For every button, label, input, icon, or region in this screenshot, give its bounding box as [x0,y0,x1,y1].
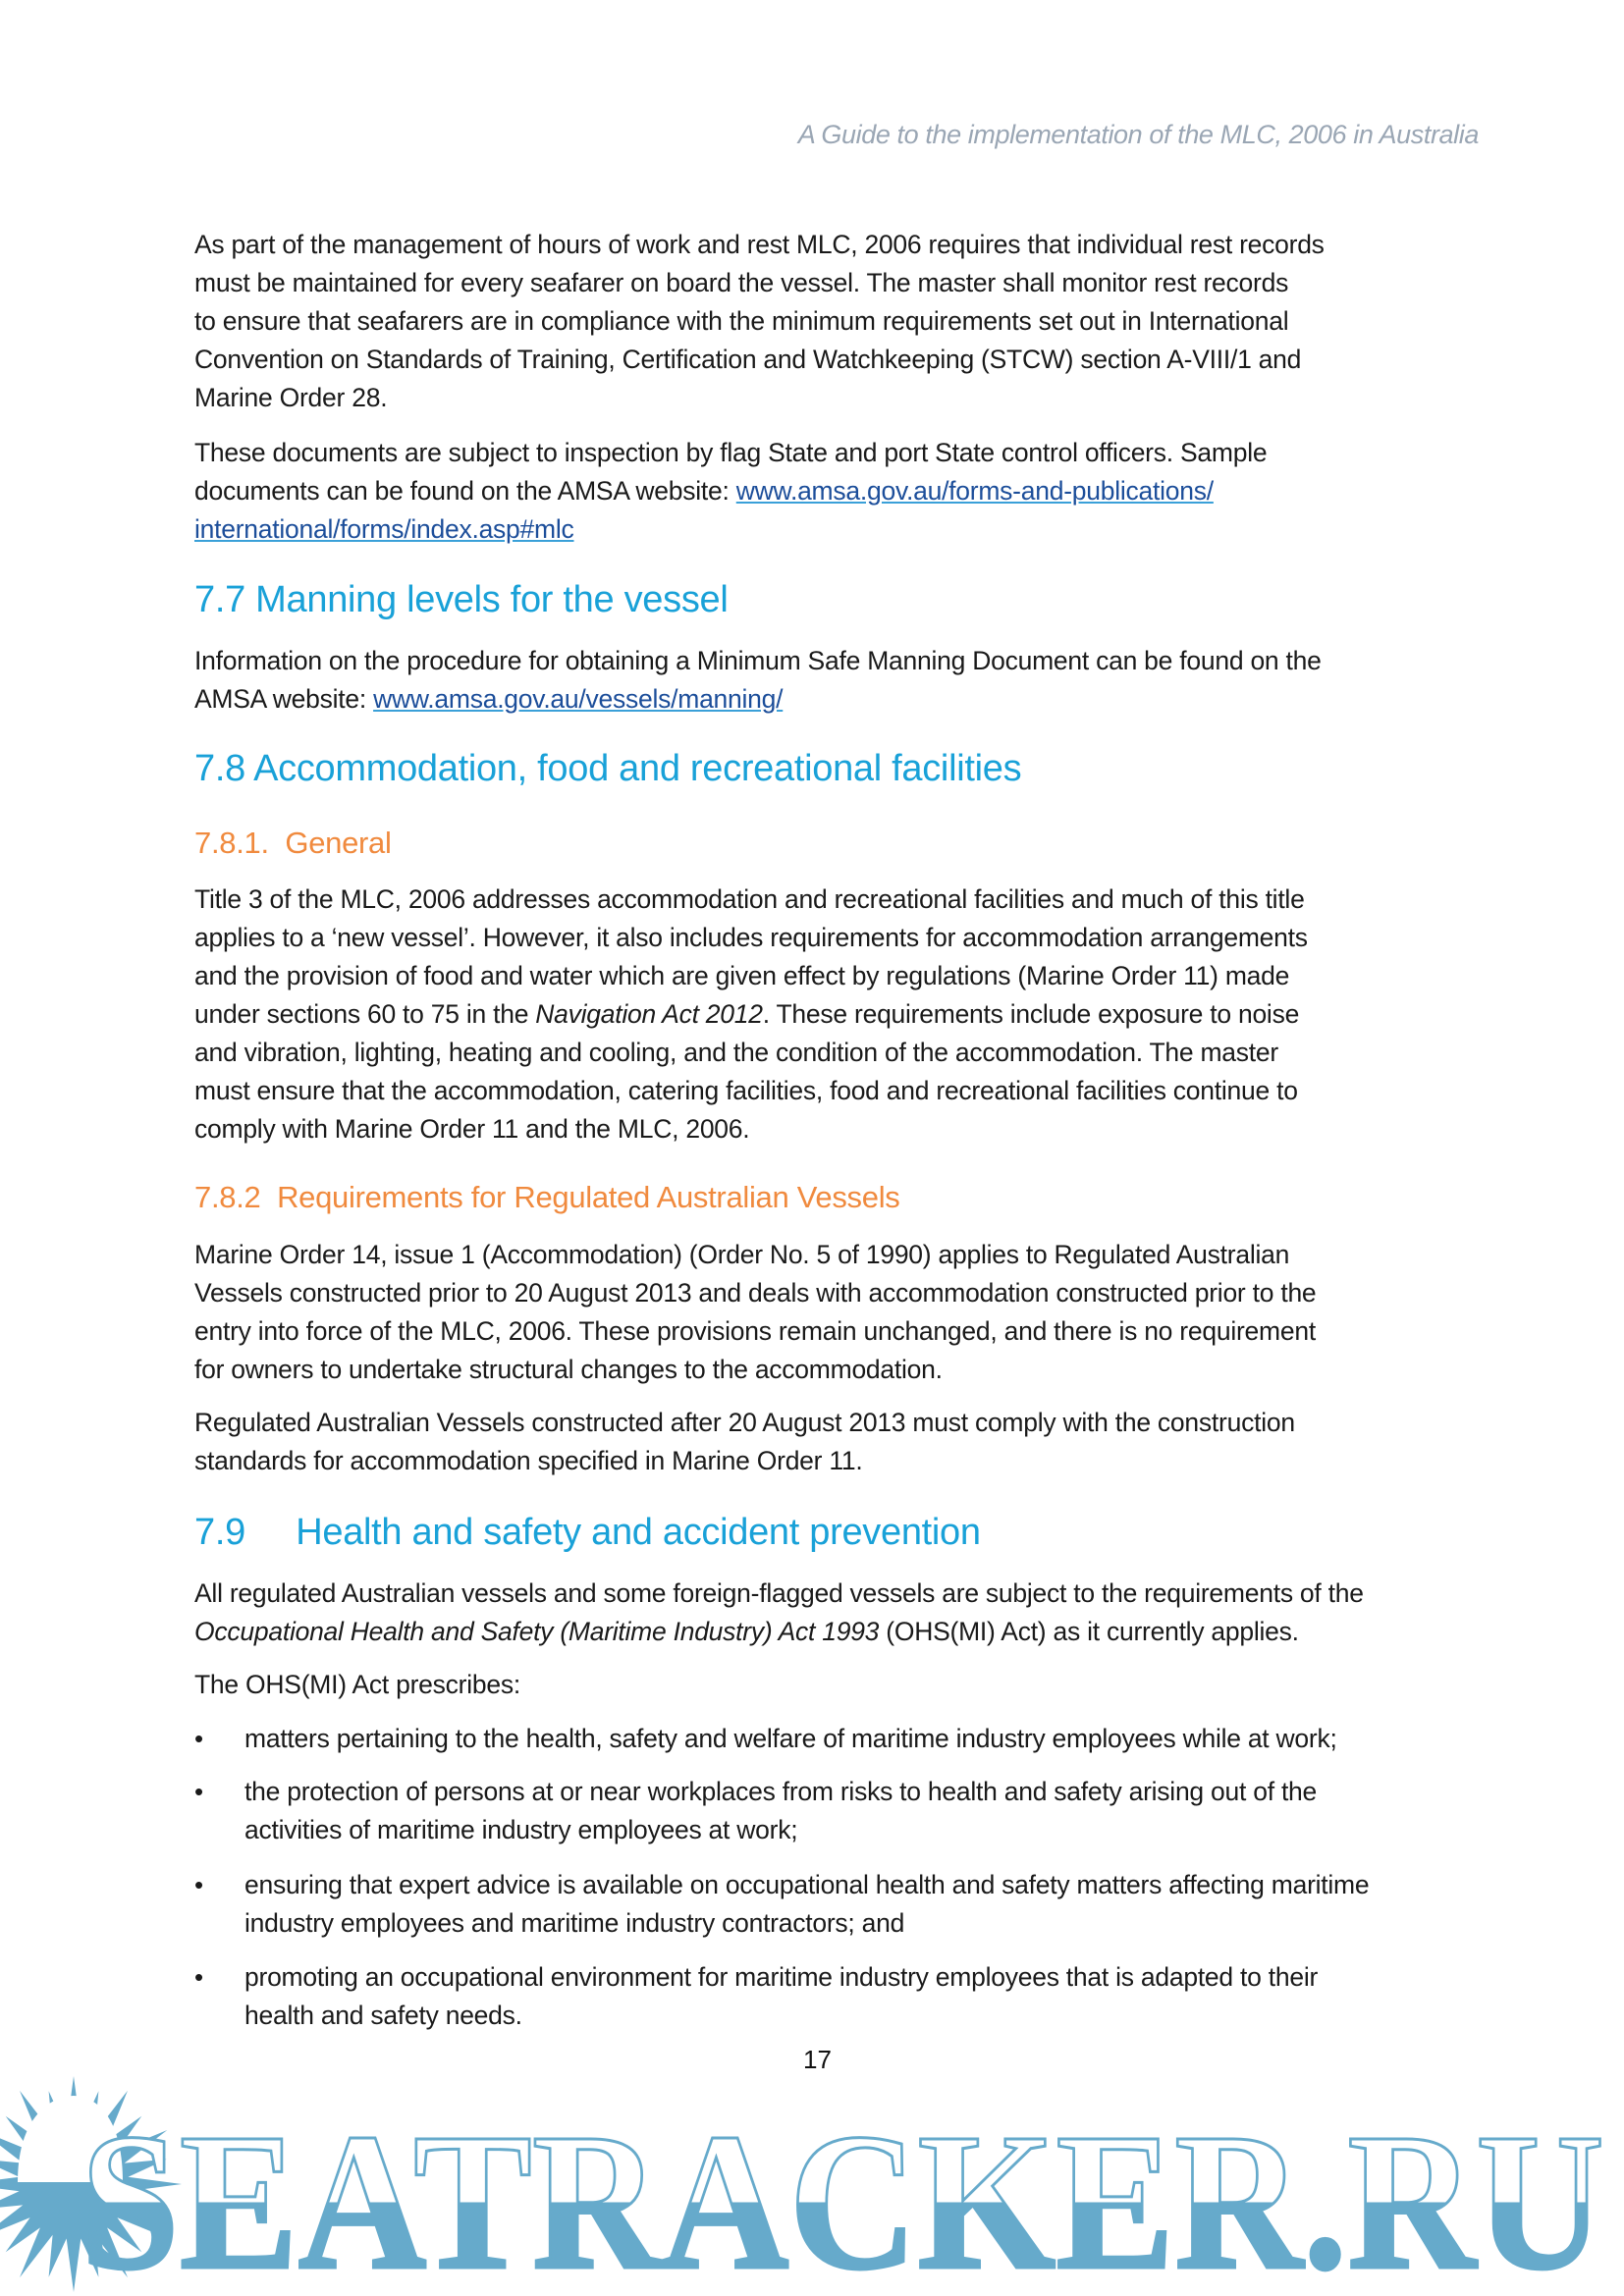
text-line: Information on the procedure for obtaining a Minimum Safe Manning Document can be found on the [194,646,1322,675]
text-line: Convention on Standards of Training, Certification and Watchkeeping (STCW) section A-VIII/1 and [194,345,1302,374]
text-line: These documents are subject to inspection by flag State and port State control officers. Sample [194,438,1268,467]
paragraph [194,881,1308,1148]
seatracker-watermark [0,2076,1624,2296]
section-heading: 7.9 Health and safety and accident prevention [194,1512,981,1553]
page-number: 17 [803,2045,832,2074]
text-line: ensuring that expert advice is available on occupational health and safety matters affecting maritime [244,1870,1370,1899]
text-span: under sections 60 to 75 in the [194,999,536,1029]
link[interactable]: international/forms/index.asp#mlc [194,514,574,544]
italic-text: Navigation Act 2012 [535,999,763,1029]
text-line: entry into force of the MLC, 2006. These provisions remain unchanged, and there is no requirement [194,1316,1316,1346]
text-line: All regulated Australian vessels and some foreign-flagged vessels are subject to the requirements of the [194,1578,1364,1608]
text-line: for owners to undertake structural changes to the accommodation. [194,1355,943,1384]
text-line [194,1613,1364,1651]
text-span: AMSA website: [194,684,374,714]
text-line: The OHS(MI) Act prescribes: [194,1670,520,1699]
section-heading: 7.7 Manning levels for the vessel [194,579,729,620]
running-header: A Guide to the implementation of the MLC, 2006 in Australia [797,120,1479,149]
text-span: . These requirements include exposure to noise [762,999,1300,1029]
paragraph [194,1236,1316,1389]
text-line: and vibration, lighting, heating and cooling, and the condition of the accommodation. The master [194,1038,1278,1067]
link[interactable]: www.amsa.gov.au/vessels/manning/ [373,684,784,714]
paragraph [244,1773,1317,1849]
italic-text: Occupational Health and Safety (Maritime Industry) Act 1993 [194,1617,880,1646]
paragraph [194,434,1267,549]
text-line [194,995,1308,1034]
paragraph [244,1958,1318,2035]
paragraph [194,1666,520,1704]
subsection-heading: 7.8.2 Requirements for Regulated Australian Vessels [194,1180,900,1214]
text-line: standards for accommodation specified in Marine Order 11. [194,1446,863,1475]
text-span: documents can be found on the AMSA website: [194,476,736,506]
text-line: the protection of persons at or near workplaces from risks to health and safety arising out of the [244,1777,1318,1806]
text-line: must be maintained for every seafarer on board the vessel. The master shall monitor rest records [194,268,1289,297]
text-line: Regulated Australian Vessels constructed after 20 August 2013 must comply with the construction [194,1408,1295,1437]
bullet-icon: • [194,1962,204,1992]
text-line: comply with Marine Order 11 and the MLC, 2006. [194,1114,750,1144]
paragraph [244,1866,1369,1943]
paragraph [244,1720,1337,1758]
bullet-icon: • [194,1724,204,1753]
bullet-icon: • [194,1777,204,1806]
text-line: Vessels constructed prior to 20 August 2013 and deals with accommodation constructed prior to the [194,1278,1317,1308]
text-line: Marine Order 28. [194,383,388,412]
text-line: industry employees and maritime industry contractors; and [244,1908,905,1938]
watermark-text: SEATRACKER.RU [81,2094,1604,2296]
section-heading: 7.8 Accommodation, food and recreational facilities [194,748,1022,789]
text-line: promoting an occupational environment for maritime industry employees that is adapted to their [244,1962,1319,1992]
paragraph [194,642,1322,719]
text-line: health and safety needs. [244,2001,522,2030]
text-line: applies to a ‘new vessel’. However, it also includes requirements for accommodation arrangements [194,923,1308,952]
text-line [194,680,1322,719]
text-line: As part of the management of hours of work and rest MLC, 2006 requires that individual rest records [194,230,1325,259]
text-line: activities of maritime industry employees at work; [244,1815,798,1844]
text-line: must ensure that the accommodation, catering facilities, food and recreational facilities continue to [194,1076,1298,1105]
subsection-heading: 7.8.1. General [194,826,392,860]
text-line: matters pertaining to the health, safety and welfare of maritime industry employees while at work; [244,1724,1337,1753]
bullet-icon: • [194,1870,204,1899]
text-line: Marine Order 14, issue 1 (Accommodation) (Order No. 5 of 1990) applies to Regulated Australian [194,1240,1290,1269]
paragraph [194,1575,1364,1651]
paragraph [194,1404,1295,1480]
text-span: (OHS(MI) Act) as it currently applies. [879,1617,1299,1646]
text-line [194,472,1267,510]
text-line: to ensure that seafarers are in compliance with the minimum requirements set out in International [194,306,1289,336]
text-line [194,510,1267,549]
paragraph [194,226,1325,417]
text-line: and the provision of food and water which are given effect by regulations (Marine Order 11) made [194,961,1290,990]
text-line: Title 3 of the MLC, 2006 addresses accommodation and recreational facilities and much of this title [194,884,1305,914]
link[interactable]: www.amsa.gov.au/forms-and-publications/ [735,476,1214,506]
